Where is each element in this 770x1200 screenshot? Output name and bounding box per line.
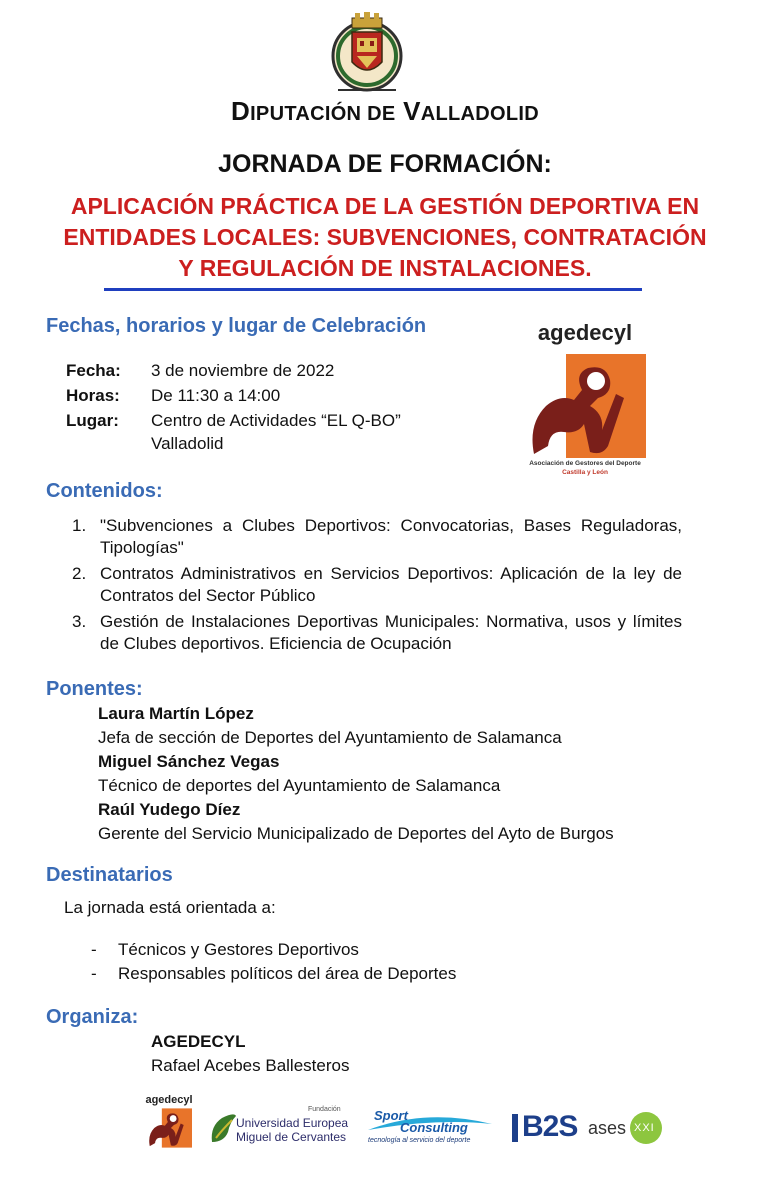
list-text: Contratos Administrativos en Servicios Deportivos: Aplicación de la ley de Contratos del Sector Público [100,564,682,605]
speaker-role: Técnico de deportes del Ayuntamiento de Salamanca [98,776,501,795]
sponsor-agedecyl-text: agedecyl [145,1094,193,1106]
title-divider [104,288,642,291]
contenidos-heading: Contenidos: [46,480,163,502]
list-text: Gestión de Instalaciones Deportivas Municipales: Normativa, usos y límites de Clubes deportivos. Eficiencia de Ocupación [100,612,682,653]
agedecyl-caption-region: Castilla y León [562,469,608,476]
horas-value: De 11:30 a 14:00 [151,386,281,405]
speaker-role: Jefa de sección de Deportes del Ayuntamiento de Salamanca [98,728,562,747]
contenidos-list [46,515,682,659]
org-first-initial: D [231,96,251,126]
speaker-role: Gerente del Servicio Municipalizado de Deportes del Ayto de Burgos [98,824,614,843]
details-heading: Fechas, horarios y lugar de Celebración [46,315,427,337]
b2s-text: B2S [522,1110,578,1143]
b2s-bar-icon [512,1114,518,1142]
lugar-label: Lugar: [66,411,119,430]
bullet-dash: - [91,940,97,959]
agedecyl-logo [520,320,650,480]
org-first-rest: IPUTACIÓN DE [250,103,396,125]
list-number: 3. [72,612,87,631]
list-number: 1. [72,516,87,535]
list-item [46,611,682,655]
agedecyl-logo-text: agedecyl [537,320,633,345]
list-number: 2. [72,564,87,583]
sponsor-agedecyl-logo [140,1094,198,1154]
lugar-city: Valladolid [151,434,224,453]
ue-fundacion: Fundación [308,1106,341,1113]
organiza-person: Rafael Acebes Ballesteros [151,1056,350,1075]
agedecyl-small-icon [146,1108,192,1148]
sponsor-sport-consulting-logo [366,1108,496,1148]
organiza-org: AGEDECYL [151,1032,246,1051]
ases-text: ases [588,1118,627,1138]
destinatarios-heading: Destinatarios [46,864,173,886]
ases-xxi: XXI [634,1122,655,1134]
coat-of-arms-icon [330,12,404,96]
organization-name [0,96,770,127]
sponsor-ases-logo [588,1110,668,1146]
speaker-name: Miguel Sánchez Vegas [98,752,280,771]
list-item [46,515,682,559]
subtitle-line: APLICACIÓN PRÁCTICA DE LA GESTIÓN DEPORTIVA EN [70,193,700,219]
org-second-rest: ALLADOLID [420,103,539,125]
event-title: JORNADA DE FORMACIÓN: [218,150,552,178]
ue-line1: Universidad Europea [236,1116,349,1130]
organiza-heading: Organiza: [46,1006,139,1028]
agedecyl-athlete-icon [524,354,646,458]
agedecyl-caption: Asociación de Gestores del Deporte [529,460,641,467]
ue-leaf-icon [208,1112,238,1146]
sponsor-universidad-europea-logo [208,1104,358,1148]
fecha-label: Fecha: [66,361,121,380]
fecha-value: 3 de noviembre de 2022 [151,361,335,380]
sport-line1: Sport [374,1108,408,1123]
subtitle-line: ENTIDADES LOCALES: SUBVENCIONES, CONTRATACIÓN [63,224,707,250]
bullet-dash: - [91,964,97,983]
speaker-name: Laura Martín López [98,704,254,723]
ponentes-heading: Ponentes: [46,678,143,700]
horas-label: Horas: [66,386,120,405]
list-item [46,563,682,607]
sponsor-b2s-logo [512,1110,576,1146]
list-text: "Subvenciones a Clubes Deportivos: Convocatorias, Bases Reguladoras, Tipologías" [100,516,682,557]
speaker-name: Raúl Yudego Díez [98,800,241,819]
destinatario-item: Responsables políticos del área de Deportes [118,964,457,983]
sport-tagline: tecnología al servicio del deporte [368,1137,471,1144]
org-second-initial: V [403,96,421,126]
sport-line2: Consulting [400,1120,468,1135]
lugar-value: Centro de Actividades “EL Q-BO” [151,411,401,430]
destinatarios-intro: La jornada está orientada a: [64,898,276,917]
ue-line2: Miguel de Cervantes [236,1130,347,1144]
event-subtitle [40,191,730,284]
subtitle-line: Y REGULACIÓN DE INSTALACIONES. [178,255,592,281]
destinatario-item: Técnicos y Gestores Deportivos [118,940,359,959]
